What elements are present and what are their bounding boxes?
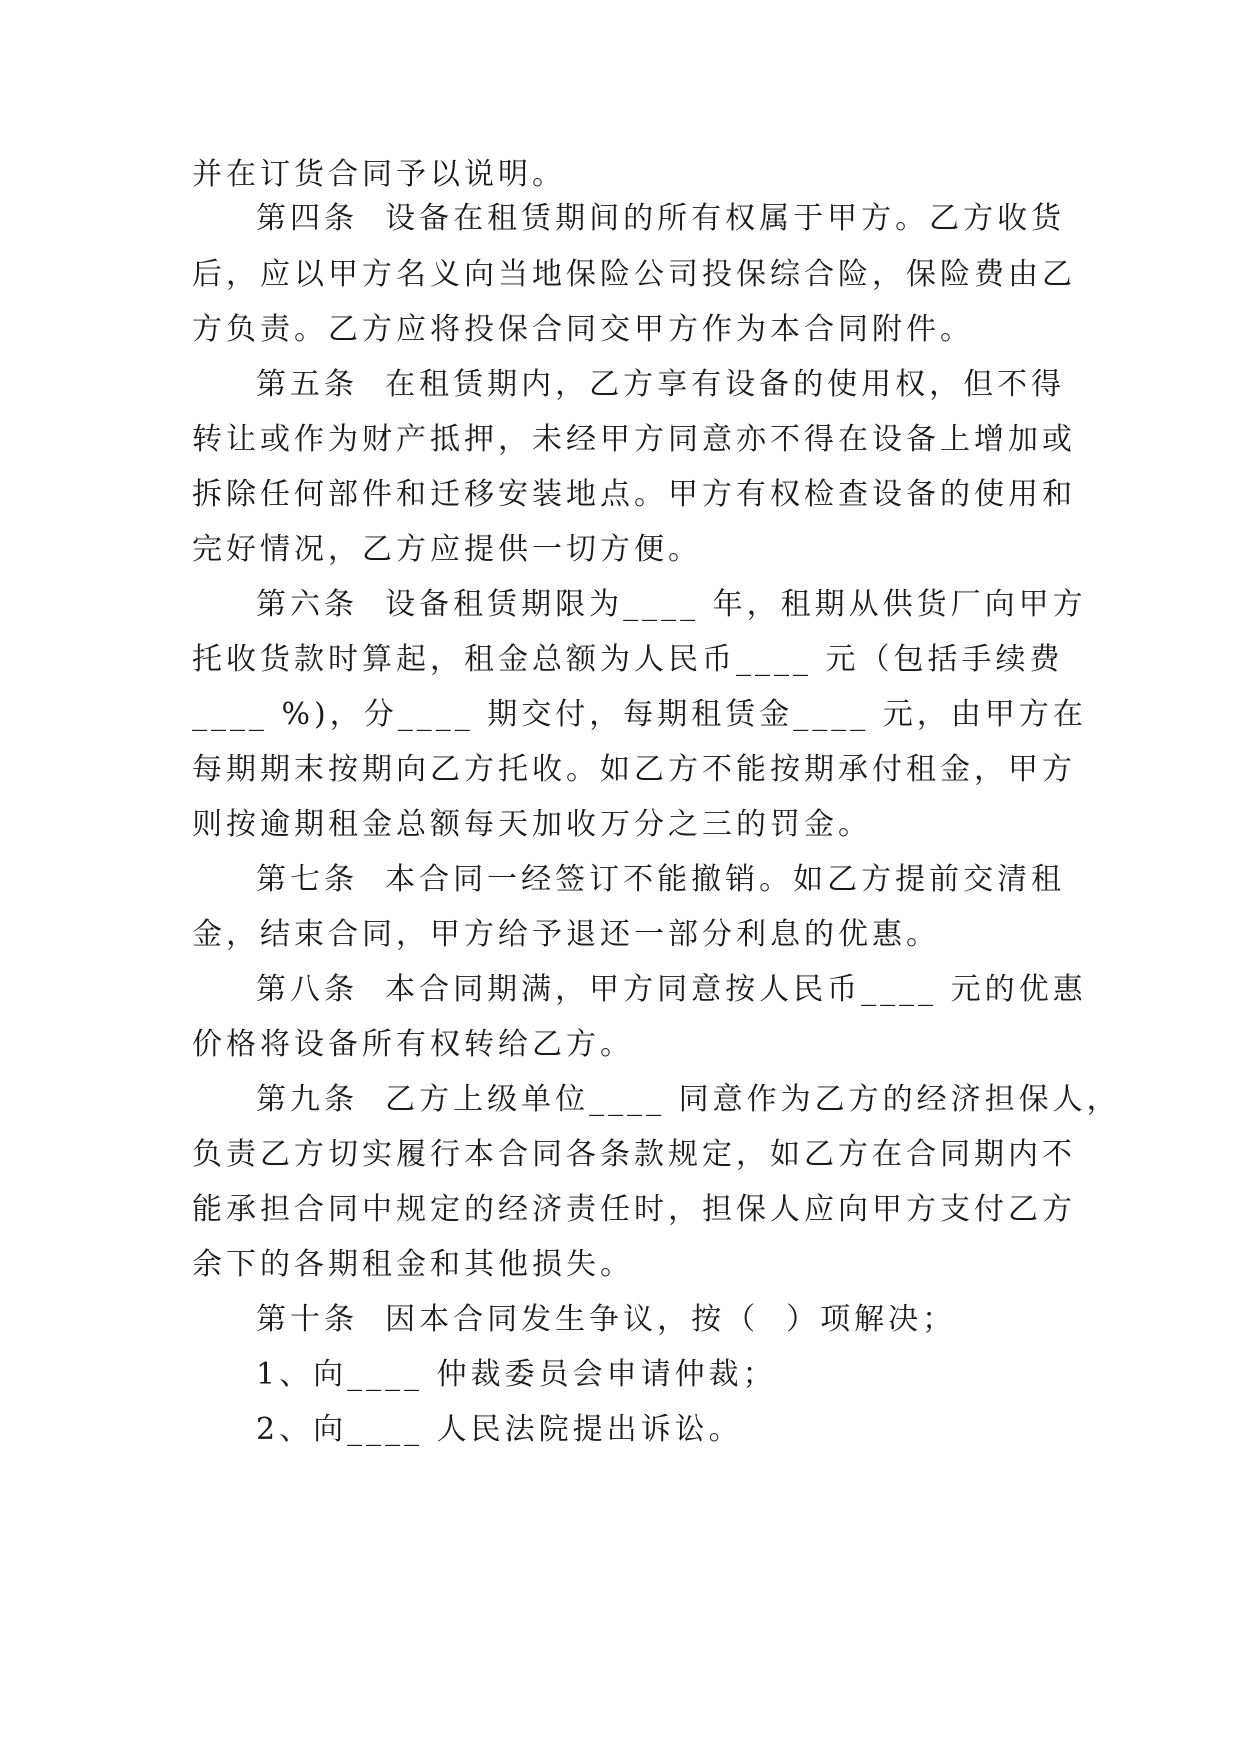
text-line: 托收货款时算起，租金总额为人民币____ 元（包括手续费 — [192, 642, 1064, 677]
text-line: 能承担合同中规定的经济责任时，担保人应向甲方支付乙方 — [192, 1192, 1076, 1227]
text-line: 负责乙方切实履行本合同各条款规定，如乙方在合同期内不 — [192, 1137, 1076, 1172]
article-7-heading-line: 第七条 本合同一经签订不能撤销。如乙方提前交清租 — [256, 862, 1066, 897]
text-line: 金，结束合同，甲方给予退还一部分利息的优惠。 — [192, 917, 940, 952]
article-10-heading-line: 第十条 因本合同发生争议，按（ ）项解决； — [256, 1302, 957, 1337]
article-6-heading-line: 第六条 设备租赁期限为____ 年，租期从供货厂向甲方 — [256, 587, 1087, 622]
article-8-heading-line: 第八条 本合同期满，甲方同意按人民币____ 元的优惠 — [256, 972, 1087, 1007]
text-line: 完好情况，乙方应提供一切方便。 — [192, 532, 702, 567]
text-line: 后，应以甲方名义向当地保险公司投保综合险，保险费由乙 — [192, 257, 1076, 292]
option-1-line: 1、向____ 仲裁委员会申请仲裁； — [256, 1357, 777, 1392]
article-5-heading-line: 第五条 在租赁期内，乙方享有设备的使用权，但不得 — [256, 367, 1066, 402]
text-line: 方负责。乙方应将投保合同交甲方作为本合同附件。 — [192, 312, 974, 347]
option-2-line: 2、向____ 人民法院提出诉讼。 — [256, 1412, 743, 1447]
text-line: 每期期末按期向乙方托收。如乙方不能按期承付租金，甲方 — [192, 752, 1076, 787]
article-4-heading-line: 第四条 设备在租赁期间的所有权属于甲方。乙方收货 — [256, 201, 1066, 236]
text-line: 拆除任何部件和迁移安装地点。甲方有权检查设备的使用和 — [192, 477, 1076, 512]
text-line: ____ %)，分____ 期交付，每期租赁金____ 元，由甲方在 — [192, 697, 1087, 732]
text-line: 余下的各期租金和其他损失。 — [192, 1247, 634, 1282]
article-9-heading-line: 第九条 乙方上级单位____ 同意作为乙方的经济担保人， — [256, 1082, 1121, 1117]
text-line: 则按逾期租金总额每天加收万分之三的罚金。 — [192, 807, 872, 842]
text-line: 并在订货合同予以说明。 — [192, 157, 566, 192]
text-line: 价格将设备所有权转给乙方。 — [192, 1027, 634, 1062]
text-line: 转让或作为财产抵押，未经甲方同意亦不得在设备上增加或 — [192, 422, 1076, 457]
